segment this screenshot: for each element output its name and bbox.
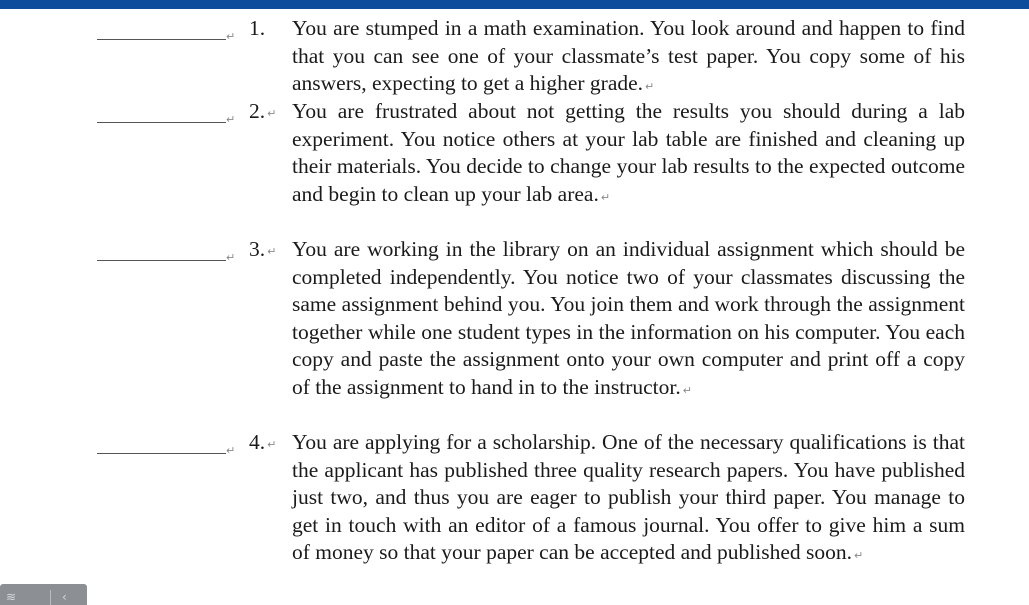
answer-blank-3[interactable] xyxy=(97,260,226,261)
question-number-label: 1. xyxy=(249,16,266,40)
paragraph-mark: ↵ xyxy=(226,30,236,43)
paragraph-mark: ↵ xyxy=(267,245,277,258)
question-number-4 xyxy=(249,429,276,459)
question-text-2 xyxy=(292,98,965,211)
paragraph-mark: ↵ xyxy=(645,80,655,94)
taskbar-divider xyxy=(50,590,51,605)
answer-blank-4[interactable] xyxy=(97,453,226,454)
question-text-content: You are applying for a scholarship. One of the necessary qualifications is that the applicant has published three quality research papers. You have published just two, and thus you are eager to publish your third paper. You manage to get in touch with an editor of a famous journal. You offer to give him a sum of money so that your paper can be accepted and published soon. xyxy=(292,430,965,565)
question-text-4 xyxy=(292,429,965,570)
question-number-label: 4. xyxy=(249,430,266,454)
paragraph-mark: ↵ xyxy=(600,190,611,204)
question-text-content: You are stumped in a math examination. You look around and happen to find that you can see one of your classmate’s test paper. You copy some of his answers, expecting to get a higher grade. xyxy=(292,16,965,96)
question-number-2 xyxy=(249,98,276,128)
question-number-1 xyxy=(249,15,265,43)
question-number-label: 2. xyxy=(249,99,266,123)
floating-taskbar[interactable] xyxy=(0,584,87,605)
question-number-3 xyxy=(249,236,276,266)
paragraph-mark: ↵ xyxy=(226,113,236,126)
answer-blank-1[interactable] xyxy=(97,39,226,40)
question-text-content: You are working in the library on an individual assignment which should be completed independently. You notice two of your classmates discussing the same assignment behind you. You join them and work through the assignment together while one student types in the information on his computer. You each copy and paste the assignment onto your own computer and print off a copy of the assignment to hand in to the instructor. xyxy=(292,237,965,399)
paragraph-mark: ↵ xyxy=(226,444,236,457)
document-page xyxy=(0,9,1029,605)
question-number-label: 3. xyxy=(249,237,266,261)
paragraph-mark: ↵ xyxy=(226,251,236,264)
question-text-3 xyxy=(292,236,965,405)
chevron-left-icon[interactable]: ‹ xyxy=(62,590,67,604)
paragraph-mark: ↵ xyxy=(267,107,277,120)
menu-icon[interactable]: ≋ xyxy=(6,590,17,604)
question-text-content: You are frustrated about not getting the results you should during a lab experiment. You notice others at your lab table are finished and cleaning up their materials. You decide to change your lab results to the expected outcome and begin to clean up your lab area. xyxy=(292,99,965,206)
paragraph-mark: ↵ xyxy=(682,383,692,397)
window-top-bar xyxy=(0,0,1029,9)
question-text-1 xyxy=(292,15,965,101)
paragraph-mark: ↵ xyxy=(854,549,864,563)
paragraph-mark: ↵ xyxy=(267,438,277,451)
answer-blank-2[interactable] xyxy=(97,122,226,123)
